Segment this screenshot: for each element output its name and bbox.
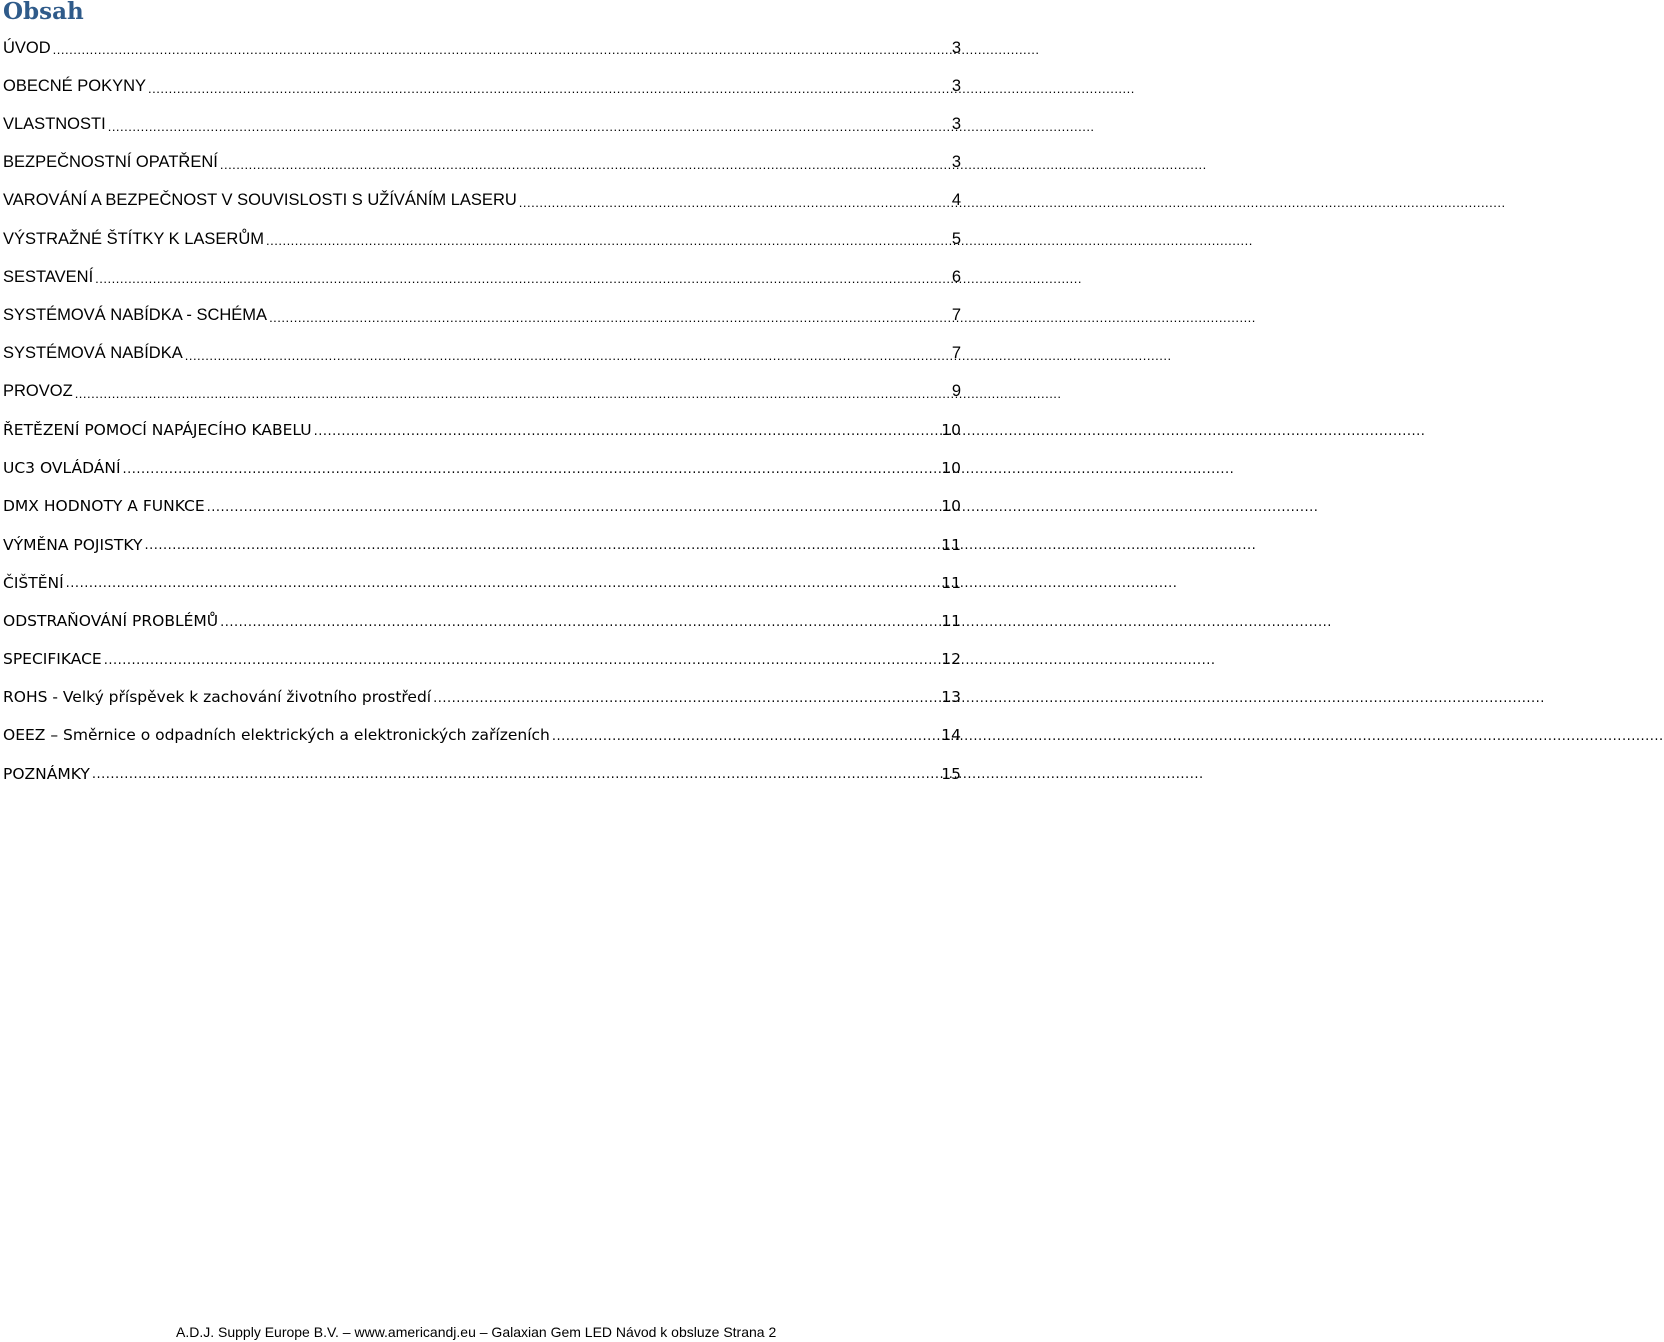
toc-list bbox=[3, 29, 961, 793]
toc-entry-label: ROHS - Velký příspěvek k zachování životního prostředí bbox=[3, 688, 432, 707]
toc-entry-label: BEZPEČNOSTNÍ OPATŘENÍ bbox=[3, 153, 218, 172]
toc-entry[interactable] bbox=[3, 640, 961, 678]
toc-entry-page-number: 3 bbox=[951, 76, 961, 95]
toc-entry[interactable] bbox=[3, 602, 961, 640]
toc-dot-leader bbox=[433, 690, 939, 706]
toc-entry[interactable] bbox=[3, 678, 961, 716]
toc-entry-page-number: 11 bbox=[941, 535, 961, 554]
toc-entry-label: OBECNÉ POKYNY bbox=[3, 76, 147, 95]
toc-entry[interactable] bbox=[3, 105, 961, 143]
toc-entry-page-number: 6 bbox=[951, 267, 961, 286]
toc-entry-page-number: 4 bbox=[951, 191, 961, 210]
toc-entry-label: ČIŠTĚNÍ bbox=[3, 573, 64, 592]
toc-title: Obsah bbox=[3, 0, 84, 25]
toc-entry-page-number: 7 bbox=[951, 344, 961, 363]
toc-entry-label: ÚVOD bbox=[3, 38, 51, 57]
toc-entry-label: VÝSTRAŽNÉ ŠTÍTKY K LASERŮM bbox=[3, 229, 265, 248]
toc-entry-page-number: 10 bbox=[941, 420, 961, 439]
toc-entry-label: SESTAVENÍ bbox=[3, 267, 94, 286]
toc-entry-label: OEEZ – Směrnice o odpadních elektrických a elektronických zařízeních bbox=[3, 726, 550, 745]
toc-dot-leader bbox=[92, 766, 939, 782]
toc-dot-leader bbox=[269, 307, 950, 324]
toc-entry-label: DMX HODNOTY A FUNKCE bbox=[3, 497, 205, 516]
toc-dot-leader bbox=[552, 728, 939, 744]
toc-entry[interactable] bbox=[3, 67, 961, 105]
toc-dot-leader bbox=[266, 231, 950, 248]
toc-entry-label: PROVOZ bbox=[3, 382, 73, 401]
toc-entry[interactable] bbox=[3, 373, 961, 411]
toc-entry[interactable] bbox=[3, 487, 961, 525]
toc-entry[interactable] bbox=[3, 755, 961, 793]
toc-entry-page-number: 3 bbox=[951, 153, 961, 172]
toc-entry-page-number: 14 bbox=[941, 726, 961, 745]
toc-entry-label: POZNÁMKY bbox=[3, 764, 90, 783]
toc-entry-label: SYSTÉMOVÁ NABÍDKA - SCHÉMA bbox=[3, 305, 268, 324]
toc-entry[interactable] bbox=[3, 29, 961, 67]
toc-dot-leader bbox=[148, 78, 950, 95]
toc-entry-page-number: 15 bbox=[941, 764, 961, 783]
toc-entry-page-number: 11 bbox=[941, 573, 961, 592]
toc-dot-leader bbox=[144, 537, 939, 553]
toc-entry-page-number: 10 bbox=[941, 497, 961, 516]
toc-dot-leader bbox=[104, 651, 940, 667]
toc-entry-label: VÝMĚNA POJISTKY bbox=[3, 535, 143, 554]
toc-entry[interactable] bbox=[3, 716, 961, 754]
toc-dot-leader bbox=[220, 154, 950, 171]
toc-dot-leader bbox=[53, 40, 950, 57]
toc-entry-page-number: 10 bbox=[941, 459, 961, 478]
toc-dot-leader bbox=[108, 116, 950, 133]
toc-entry[interactable] bbox=[3, 411, 961, 449]
toc-entry[interactable] bbox=[3, 296, 961, 334]
toc-entry[interactable] bbox=[3, 182, 961, 220]
toc-dot-leader bbox=[95, 269, 950, 286]
toc-entry-page-number: 7 bbox=[951, 305, 961, 324]
toc-dot-leader bbox=[75, 384, 950, 401]
toc-dot-leader bbox=[207, 499, 940, 515]
toc-entry-page-number: 9 bbox=[951, 382, 961, 401]
toc-entry[interactable] bbox=[3, 525, 961, 563]
toc-entry-label: ODSTRAŇOVÁNÍ PROBLÉMŮ bbox=[3, 611, 219, 630]
toc-entry-label: VAROVÁNÍ A BEZPEČNOST V SOUVISLOSTI S UŽÍVÁNÍM LASERU bbox=[3, 191, 517, 210]
toc-entry-page-number: 13 bbox=[941, 688, 961, 707]
page-footer: A.D.J. Supply Europe B.V. – www.americandj.eu – Galaxian Gem LED Návod k obsluze Strana 2 bbox=[176, 1324, 777, 1340]
toc-entry-page-number: 11 bbox=[941, 611, 961, 630]
toc-entry-page-number: 12 bbox=[941, 650, 961, 669]
toc-dot-leader bbox=[220, 613, 939, 629]
toc-entry-label: ŘETĚZENÍ POMOCÍ NAPÁJECÍHO KABELU bbox=[3, 420, 312, 439]
toc-entry[interactable] bbox=[3, 144, 961, 182]
toc-entry[interactable] bbox=[3, 335, 961, 373]
toc-dot-leader bbox=[314, 422, 940, 438]
toc-entry[interactable] bbox=[3, 258, 961, 296]
toc-entry-label: SPECIFIKACE bbox=[3, 650, 102, 669]
toc-entry-page-number: 5 bbox=[951, 229, 961, 248]
toc-entry[interactable] bbox=[3, 220, 961, 258]
toc-entry[interactable] bbox=[3, 564, 961, 602]
toc-entry-page-number: 3 bbox=[951, 114, 961, 133]
toc-entry-label: SYSTÉMOVÁ NABÍDKA bbox=[3, 344, 183, 363]
toc-dot-leader bbox=[185, 345, 950, 362]
toc-dot-leader bbox=[66, 575, 940, 591]
toc-dot-leader bbox=[519, 193, 950, 210]
toc-entry-page-number: 3 bbox=[951, 38, 961, 57]
toc-entry-label: UC3 OVLÁDÁNÍ bbox=[3, 459, 121, 478]
toc-dot-leader bbox=[123, 460, 940, 476]
toc-entry[interactable] bbox=[3, 449, 961, 487]
toc-entry-label: VLASTNOSTI bbox=[3, 114, 106, 133]
